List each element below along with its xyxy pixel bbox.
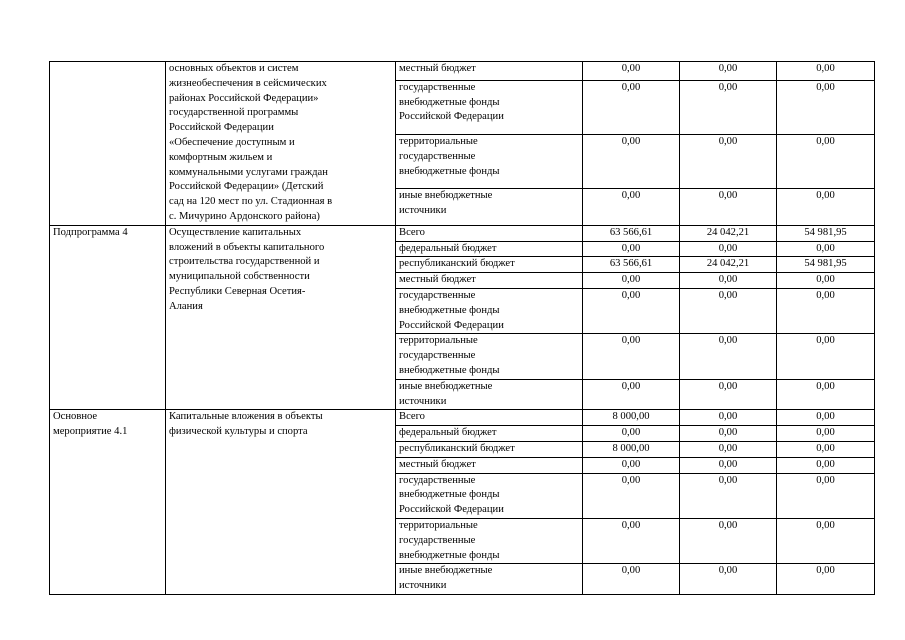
amount-cell-1: 63 566,61 bbox=[583, 257, 680, 273]
funding-source-cell: территориальные государственные внебюджетные фонды bbox=[396, 334, 583, 379]
amount-cell-1: 0,00 bbox=[583, 426, 680, 442]
funding-source-cell: федеральный бюджет bbox=[396, 241, 583, 257]
table-row bbox=[50, 410, 875, 426]
program-description-cell: Капитальные вложения в объекты физической культуры и спорта bbox=[166, 410, 396, 595]
amount-cell-1: 8 000,00 bbox=[583, 441, 680, 457]
amount-cell-2: 0,00 bbox=[680, 441, 777, 457]
amount-cell-3: 0,00 bbox=[777, 334, 875, 379]
amount-cell-2: 0,00 bbox=[680, 334, 777, 379]
amount-cell-2: 0,00 bbox=[680, 457, 777, 473]
program-code-cell: Подпрограмма 4 bbox=[50, 225, 166, 410]
funding-source-cell: иные внебюджетные источники bbox=[396, 564, 583, 595]
amount-cell-1: 0,00 bbox=[583, 62, 680, 81]
amount-cell-1: 0,00 bbox=[583, 241, 680, 257]
amount-cell-1: 0,00 bbox=[583, 334, 680, 379]
amount-cell-3: 0,00 bbox=[777, 189, 875, 226]
amount-cell-3: 54 981,95 bbox=[777, 225, 875, 241]
amount-cell-3: 0,00 bbox=[777, 473, 875, 518]
amount-cell-3: 0,00 bbox=[777, 80, 875, 134]
amount-cell-1: 0,00 bbox=[583, 457, 680, 473]
funding-source-cell: местный бюджет bbox=[396, 273, 583, 289]
amount-cell-2: 0,00 bbox=[680, 189, 777, 226]
program-code-cell bbox=[50, 62, 166, 226]
amount-cell-3: 0,00 bbox=[777, 379, 875, 410]
amount-cell-3: 0,00 bbox=[777, 564, 875, 595]
amount-cell-1: 8 000,00 bbox=[583, 410, 680, 426]
amount-cell-2: 0,00 bbox=[680, 80, 777, 134]
amount-cell-2: 0,00 bbox=[680, 410, 777, 426]
table-body bbox=[50, 62, 875, 595]
program-description-cell: Осуществление капитальных вложений в объекты капитального строительства государственной и муниципальной собственности Республики Северная Осетия- Алания bbox=[166, 225, 396, 410]
funding-source-cell: федеральный бюджет bbox=[396, 426, 583, 442]
amount-cell-2: 24 042,21 bbox=[680, 225, 777, 241]
funding-source-cell: Всего bbox=[396, 410, 583, 426]
amount-cell-2: 0,00 bbox=[680, 473, 777, 518]
program-description-cell: основных объектов и систем жизнеобеспечения в сейсмических районах Российской Федерации» государственной программы Российской Федерации «Обеспечение доступным и комфортным жильем и коммунальными услугами граждан Российской Федерации» (Детский сад на 120 мест по ул. Стадионная в с. Мичурино Ардонского района) bbox=[166, 62, 396, 226]
funding-source-cell: республиканский бюджет bbox=[396, 257, 583, 273]
amount-cell-2: 24 042,21 bbox=[680, 257, 777, 273]
amount-cell-1: 0,00 bbox=[583, 379, 680, 410]
amount-cell-2: 0,00 bbox=[680, 379, 777, 410]
amount-cell-3: 0,00 bbox=[777, 518, 875, 563]
amount-cell-2: 0,00 bbox=[680, 135, 777, 189]
table-row bbox=[50, 62, 875, 81]
table-row bbox=[50, 225, 875, 241]
amount-cell-2: 0,00 bbox=[680, 288, 777, 333]
amount-cell-2: 0,00 bbox=[680, 518, 777, 563]
amount-cell-3: 0,00 bbox=[777, 441, 875, 457]
amount-cell-2: 0,00 bbox=[680, 426, 777, 442]
funding-source-cell: государственные внебюджетные фонды Российской Федерации bbox=[396, 80, 583, 134]
funding-source-cell: иные внебюджетные источники bbox=[396, 379, 583, 410]
amount-cell-2: 0,00 bbox=[680, 241, 777, 257]
amount-cell-3: 0,00 bbox=[777, 457, 875, 473]
amount-cell-2: 0,00 bbox=[680, 62, 777, 81]
amount-cell-3: 0,00 bbox=[777, 288, 875, 333]
amount-cell-1: 0,00 bbox=[583, 135, 680, 189]
funding-source-cell: территориальные государственные внебюджетные фонды bbox=[396, 135, 583, 189]
amount-cell-1: 0,00 bbox=[583, 518, 680, 563]
amount-cell-3: 0,00 bbox=[777, 410, 875, 426]
amount-cell-1: 0,00 bbox=[583, 564, 680, 595]
funding-source-cell: республиканский бюджет bbox=[396, 441, 583, 457]
amount-cell-1: 0,00 bbox=[583, 189, 680, 226]
program-code-cell: Основное мероприятие 4.1 bbox=[50, 410, 166, 595]
funding-source-cell: местный бюджет bbox=[396, 457, 583, 473]
amount-cell-3: 0,00 bbox=[777, 135, 875, 189]
amount-cell-1: 0,00 bbox=[583, 288, 680, 333]
funding-source-cell: территориальные государственные внебюджетные фонды bbox=[396, 518, 583, 563]
funding-source-cell: государственные внебюджетные фонды Российской Федерации bbox=[396, 288, 583, 333]
funding-source-cell: иные внебюджетные источники bbox=[396, 189, 583, 226]
amount-cell-1: 0,00 bbox=[583, 80, 680, 134]
amount-cell-3: 0,00 bbox=[777, 273, 875, 289]
amount-cell-1: 0,00 bbox=[583, 273, 680, 289]
amount-cell-3: 0,00 bbox=[777, 62, 875, 81]
budget-table bbox=[49, 61, 875, 595]
amount-cell-2: 0,00 bbox=[680, 564, 777, 595]
amount-cell-3: 0,00 bbox=[777, 426, 875, 442]
amount-cell-3: 54 981,95 bbox=[777, 257, 875, 273]
funding-source-cell: Всего bbox=[396, 225, 583, 241]
amount-cell-2: 0,00 bbox=[680, 273, 777, 289]
amount-cell-1: 63 566,61 bbox=[583, 225, 680, 241]
funding-source-cell: государственные внебюджетные фонды Российской Федерации bbox=[396, 473, 583, 518]
funding-source-cell: местный бюджет bbox=[396, 62, 583, 81]
amount-cell-3: 0,00 bbox=[777, 241, 875, 257]
amount-cell-1: 0,00 bbox=[583, 473, 680, 518]
